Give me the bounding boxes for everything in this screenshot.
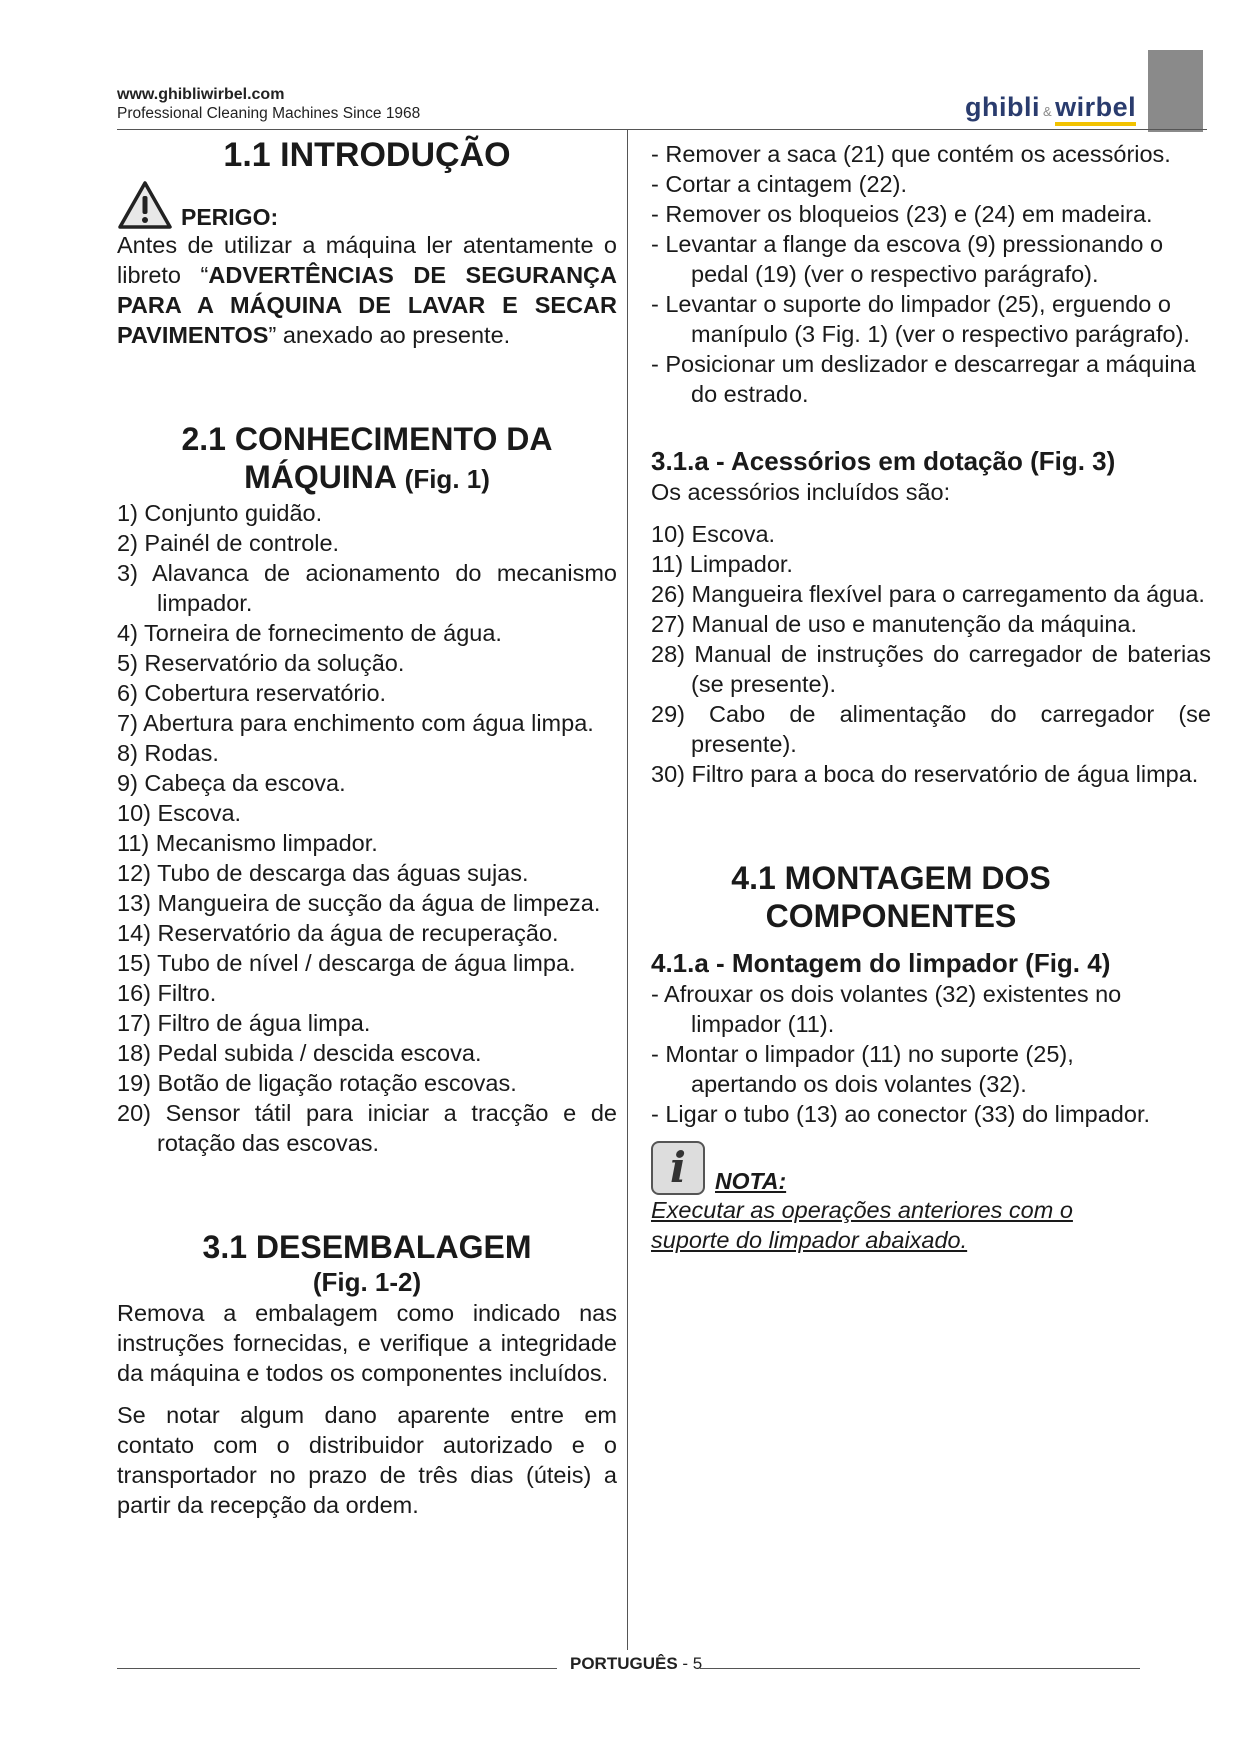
footer-rule-right — [700, 1668, 1140, 1669]
page-number: - 5 — [682, 1654, 703, 1673]
list-item: 20) Sensor tátil para iniciar a tracção e de rotação das escovas. — [117, 1100, 617, 1156]
mount-steps-list — [651, 979, 1151, 1129]
know-title — [117, 420, 617, 498]
list-item: 10) Escova. — [651, 521, 776, 547]
list-item: 12) Tubo de descarga das águas sujas. — [117, 860, 529, 886]
page-tab-marker — [1148, 50, 1203, 132]
header-website: www.ghibliwirbel.com — [117, 86, 285, 103]
know-title-text: 2.1 CONHECIMENTO DA MÁQUINA — [181, 421, 553, 495]
header-tagline: Professional Cleaning Machines Since 1968 — [117, 105, 421, 122]
list-item: 27) Manual de uso e manutenção da máquina. — [651, 611, 1137, 637]
list-item: - Montar o limpador (11) no suporte (25), apertando os dois volantes (32). — [651, 1041, 1074, 1097]
unpack-steps-list — [651, 139, 1211, 409]
logo-amp: & — [1042, 104, 1053, 119]
list-item: - Posicionar um deslizador e descarregar a máquina do estrado. — [651, 351, 1196, 407]
mount-subtitle: 4.1.a - Montagem do limpador (Fig. 4) — [651, 948, 1111, 978]
list-item: 13) Mangueira de sucção da água de limpeza. — [117, 890, 601, 916]
list-item: 1) Conjunto guidão. — [117, 500, 323, 526]
unpack-paragraph-1: Remova a embalagem como indicado nas instruções fornecidas, e verifique a integridade da máquina e todos os componentes incluídos. — [117, 1300, 617, 1386]
info-icon: i — [651, 1141, 705, 1195]
list-item: 11) Limpador. — [651, 551, 793, 577]
list-item: 5) Reservatório da solução. — [117, 650, 405, 676]
list-item: 9) Cabeça da escova. — [117, 770, 346, 796]
footer-language: PORTUGUÊS — [570, 1654, 678, 1673]
list-item: 7) Abertura para enchimento com água limpa. — [117, 710, 594, 736]
list-item: 4) Torneira de fornecimento de água. — [117, 620, 502, 646]
list-item: 18) Pedal subida / descida escova. — [117, 1040, 482, 1066]
list-item: - Cortar a cintagem (22). — [651, 171, 907, 197]
mount-title: 4.1 MONTAGEM DOS COMPONENTES — [731, 860, 1051, 934]
logo-ghibli: ghibli — [965, 92, 1040, 122]
right-column — [651, 139, 1211, 1255]
nota-text: Executar as operações anteriores com o suporte do limpador abaixado. — [651, 1197, 1073, 1253]
list-item: 14) Reservatório da água de recuperação. — [117, 920, 559, 946]
list-item: - Afrouxar os dois volantes (32) existentes no limpador (11). — [651, 981, 1122, 1037]
danger-label: PERIGO: — [181, 204, 279, 230]
list-item: 16) Filtro. — [117, 980, 217, 1006]
list-item: 26) Mangueira flexível para o carregamento da água. — [651, 581, 1205, 607]
list-item: - Remover a saca (21) que contém os acessórios. — [651, 141, 1171, 167]
intro-title: 1.1 INTRODUÇÃO — [223, 136, 511, 174]
list-item: 3) Alavanca de acionamento do mecanismo limpador. — [117, 560, 617, 616]
logo-wirbel: wirbel — [1055, 92, 1136, 126]
parts-list — [117, 498, 617, 1158]
column-divider — [627, 130, 628, 1650]
danger-text — [117, 230, 617, 350]
accessories-title: 3.1.a - Acessórios em dotação (Fig. 3) — [651, 446, 1116, 476]
list-item: 29) Cabo de alimentação do carregador (se presente). — [651, 701, 1211, 757]
list-item: 10) Escova. — [117, 800, 242, 826]
list-item: - Levantar a flange da escova (9) pressionando o pedal (19) (ver o respectivo parágrafo). — [651, 231, 1164, 287]
header-divider — [117, 129, 1207, 130]
left-column — [117, 136, 617, 1520]
danger-text-start: Antes de utilizar a máquina ler atentamente o libreto “ — [117, 232, 617, 288]
list-item: 8) Rodas. — [117, 740, 219, 766]
list-item: 28) Manual de instruções do carregador de baterias (se presente). — [651, 641, 1211, 697]
warning-triangle-icon — [117, 180, 173, 230]
unpack-title: 3.1 DESEMBALAGEM — [202, 1229, 532, 1265]
danger-heading — [117, 174, 617, 230]
list-item: 19) Botão de ligação rotação escovas. — [117, 1070, 517, 1096]
danger-text-bold: ADVERTÊNCIAS DE SEGURANÇA PARA A MÁQUINA DE LAVAR E SECAR PAVIMENTOS — [117, 262, 617, 348]
nota-label: NOTA: — [715, 1168, 787, 1194]
list-item: 17) Filtro de água limpa. — [117, 1010, 371, 1036]
accessories-intro: Os acessórios incluídos são: — [651, 479, 951, 505]
accessories-list — [651, 519, 1211, 789]
list-item: 11) Mecanismo limpador. — [117, 830, 378, 856]
nota-heading — [651, 1141, 1211, 1195]
list-item: 30) Filtro para a boca do reservatório de água limpa. — [651, 761, 1199, 787]
page-footer — [570, 1654, 702, 1674]
list-item: - Remover os bloqueios (23) e (24) em madeira. — [651, 201, 1153, 227]
brand-logo — [965, 92, 1136, 123]
danger-text-end: ” anexado ao presente. — [268, 322, 511, 348]
list-item: 15) Tubo de nível / descarga de água limpa. — [117, 950, 576, 976]
list-item: - Ligar o tubo (13) ao conector (33) do limpador. — [651, 1101, 1150, 1127]
unpack-fig: (Fig. 1-2) — [312, 1267, 422, 1297]
unpack-paragraph-2: Se notar algum dano aparente entre em contato com o distribuidor autorizado e o transportador no prazo de três dias (úteis) a partir da recepção da ordem. — [117, 1402, 617, 1518]
list-item: 2) Painél de controle. — [117, 530, 340, 556]
list-item: 6) Cobertura reservatório. — [117, 680, 387, 706]
footer-rule-left — [117, 1668, 557, 1669]
list-item: - Levantar o suporte do limpador (25), erguendo o manípulo (3 Fig. 1) (ver o respectivo parágrafo). — [651, 291, 1190, 347]
know-title-fig: (Fig. 1) — [404, 464, 490, 494]
